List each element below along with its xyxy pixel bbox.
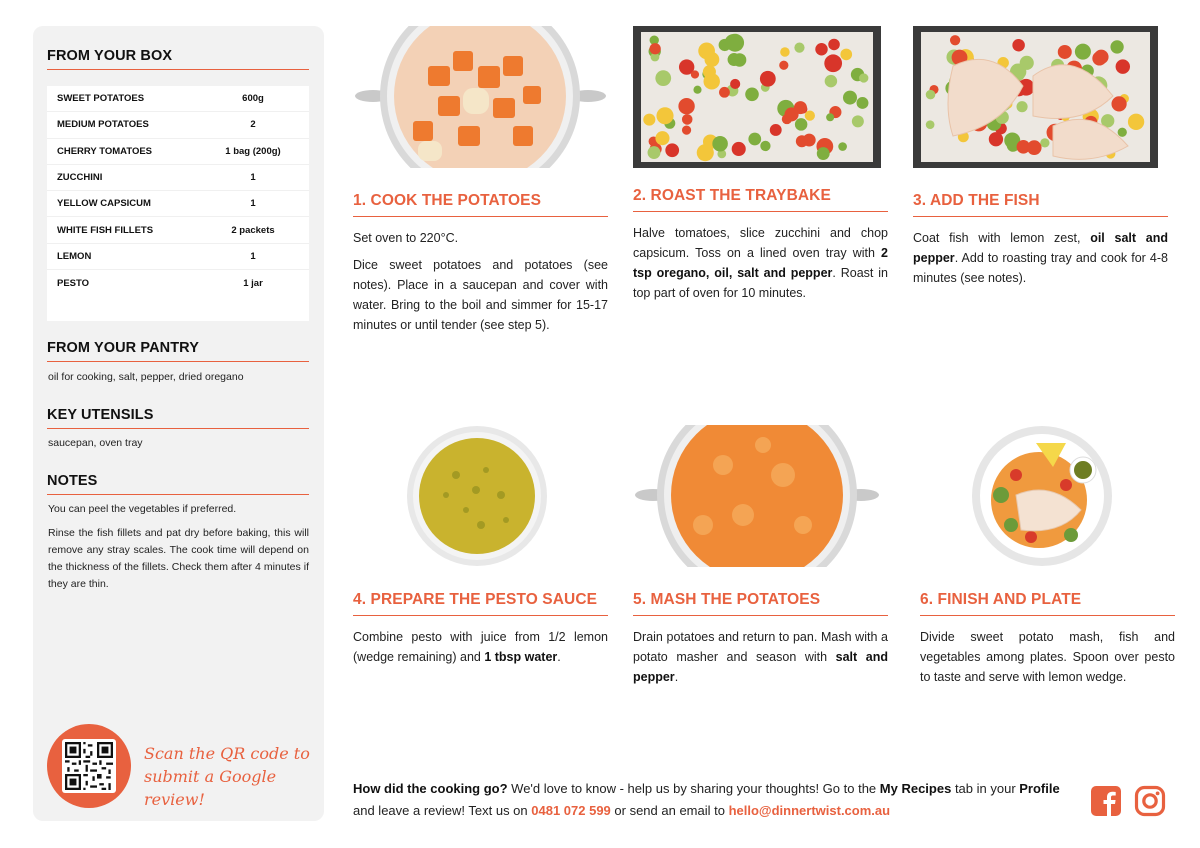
step3-title: 3. ADD THE FISH	[913, 192, 1168, 217]
step4-image	[406, 425, 548, 567]
qr-code[interactable]	[62, 739, 116, 793]
step6-image	[971, 425, 1113, 567]
step-text: Drain potatoes and return to pan. Mash with a potato masher and season with	[633, 630, 888, 664]
ingredient-row	[47, 244, 309, 270]
my-recipes-link[interactable]: My Recipes	[879, 781, 952, 796]
profile-link[interactable]: Profile	[1019, 781, 1060, 796]
step-paragraph	[920, 627, 1175, 687]
step5-image	[633, 425, 881, 567]
step-text: .	[674, 670, 679, 684]
step4-title: 4. PREPARE THE PESTO SAUCE	[353, 591, 608, 616]
step5-title: 5. MASH THE POTATOES	[633, 591, 888, 616]
ingredient-name: ZUCCHINI	[57, 172, 103, 184]
ingredient-qty: 1	[250, 198, 256, 210]
sidebar	[33, 26, 324, 821]
ingredient-row	[47, 86, 309, 112]
ingredient-name: SWEET POTATOES	[57, 93, 145, 105]
step-paragraph	[353, 228, 608, 248]
ingredient-row	[47, 191, 309, 217]
step6-body	[920, 627, 1175, 694]
ingredient-name: YELLOW CAPSICUM	[57, 198, 151, 210]
step-text: Divide sweet potato mash, fish and vegetables among plates. Spoon over pesto to taste and serve with lemon wedge.	[920, 630, 1175, 684]
bold-ingredient: 2 tsp oregano, oil, salt and pepper	[633, 246, 888, 280]
step1-image	[353, 26, 608, 168]
bold-ingredient: oil salt and pepper	[913, 231, 1168, 265]
step-paragraph	[633, 223, 888, 303]
step-text: Dice sweet potatoes and potatoes (see notes). Place in a saucepan and cover with water. Bring to the boil and simmer for 15-17 minutes or until tender (see step 5).	[353, 258, 608, 332]
phone-link[interactable]: 0481 072 599	[531, 803, 611, 818]
step3-body	[913, 228, 1168, 295]
ingredient-row	[47, 139, 309, 165]
step1-body	[353, 228, 608, 342]
step-paragraph	[913, 228, 1168, 288]
ingredients-table	[47, 86, 309, 321]
step-paragraph	[353, 627, 608, 667]
ingredient-name: PESTO	[57, 277, 90, 289]
step6-title: 6. FINISH AND PLATE	[920, 591, 1175, 616]
ingredient-row	[47, 165, 309, 191]
step-paragraph	[633, 627, 888, 687]
footer-text-1: We'd love to know - help us by sharing your thoughts! Go to the	[507, 781, 880, 796]
step-text: .	[557, 650, 561, 664]
bold-ingredient: 1 tbsp water	[484, 650, 558, 664]
notes-heading: NOTES	[47, 473, 309, 495]
step-text: . Roast in top part of oven for 10 minutes.	[633, 266, 888, 300]
step1-title: 1. COOK THE POTATOES	[353, 192, 608, 217]
ingredient-qty: 1 jar	[243, 277, 263, 289]
qr-code-icon	[65, 742, 113, 790]
step-paragraph	[353, 255, 608, 335]
step-text: Coat fish with lemon zest,	[913, 231, 1091, 245]
footer-text-3: and leave a review! Text us on	[353, 803, 532, 818]
pantry-heading: FROM YOUR PANTRY	[47, 340, 309, 362]
note-2: Rinse the fish fillets and pat dry before baking, this will remove any stray scales. The cook time will depend on the thickness of the fillets. Check them after 4 minutes if they are thin.	[48, 527, 309, 590]
ingredient-name: LEMON	[57, 250, 92, 262]
footer-text-2: tab in your	[951, 781, 1020, 796]
step2-title: 2. ROAST THE TRAYBAKE	[633, 187, 888, 212]
qr-badge[interactable]	[47, 724, 131, 808]
ingredient-name: WHITE FISH FILLETS	[57, 224, 154, 236]
facebook-icon[interactable]	[1090, 785, 1122, 817]
ingredient-name: MEDIUM POTATOES	[57, 119, 149, 131]
footer-feedback	[353, 778, 1073, 822]
ingredient-row	[47, 112, 309, 138]
ingredient-qty: 600g	[242, 93, 264, 105]
from-box-heading: FROM YOUR BOX	[47, 48, 309, 70]
footer-question: How did the cooking go?	[353, 781, 508, 796]
step2-body	[633, 223, 888, 310]
ingredient-qty: 1 bag (200g)	[225, 145, 281, 157]
ingredient-qty: 1	[250, 172, 256, 184]
ingredient-qty: 2 packets	[231, 224, 275, 236]
qr-review-text: Scan the QR code to submit a Google review!	[144, 744, 310, 809]
step-text: Combine pesto with juice from 1/2 lemon (wedge remaining) and	[353, 630, 608, 664]
footer-text-4: or send an email to	[610, 803, 729, 818]
ingredient-qty: 1	[250, 250, 256, 262]
ingredient-row	[47, 270, 309, 296]
ingredient-row	[47, 217, 309, 243]
step4-body	[353, 627, 608, 674]
step-text: Set oven to 220°C.	[353, 231, 459, 245]
instagram-icon[interactable]	[1134, 785, 1166, 817]
step5-body	[633, 627, 888, 694]
ingredient-name: CHERRY TOMATOES	[57, 145, 153, 157]
utensils-text: saucepan, oven tray	[48, 437, 143, 449]
ingredient-qty: 2	[250, 119, 256, 131]
pantry-text: oil for cooking, salt, pepper, dried oregano	[48, 371, 244, 383]
notes-text	[48, 501, 309, 600]
bold-ingredient: salt and pepper	[633, 650, 888, 684]
step3-image	[913, 26, 1158, 168]
step-text: . Add to roasting tray and cook for 4-8 minutes (see notes).	[913, 251, 1168, 285]
step-text: Halve tomatoes, slice zucchini and chop capsicum. Toss on a lined oven tray with	[633, 226, 888, 260]
email-link[interactable]: hello@dinnertwist.com.au	[728, 803, 891, 818]
note-1: You can peel the vegetables if preferred.	[48, 503, 237, 515]
step2-image	[633, 26, 881, 168]
utensils-heading: KEY UTENSILS	[47, 407, 309, 429]
